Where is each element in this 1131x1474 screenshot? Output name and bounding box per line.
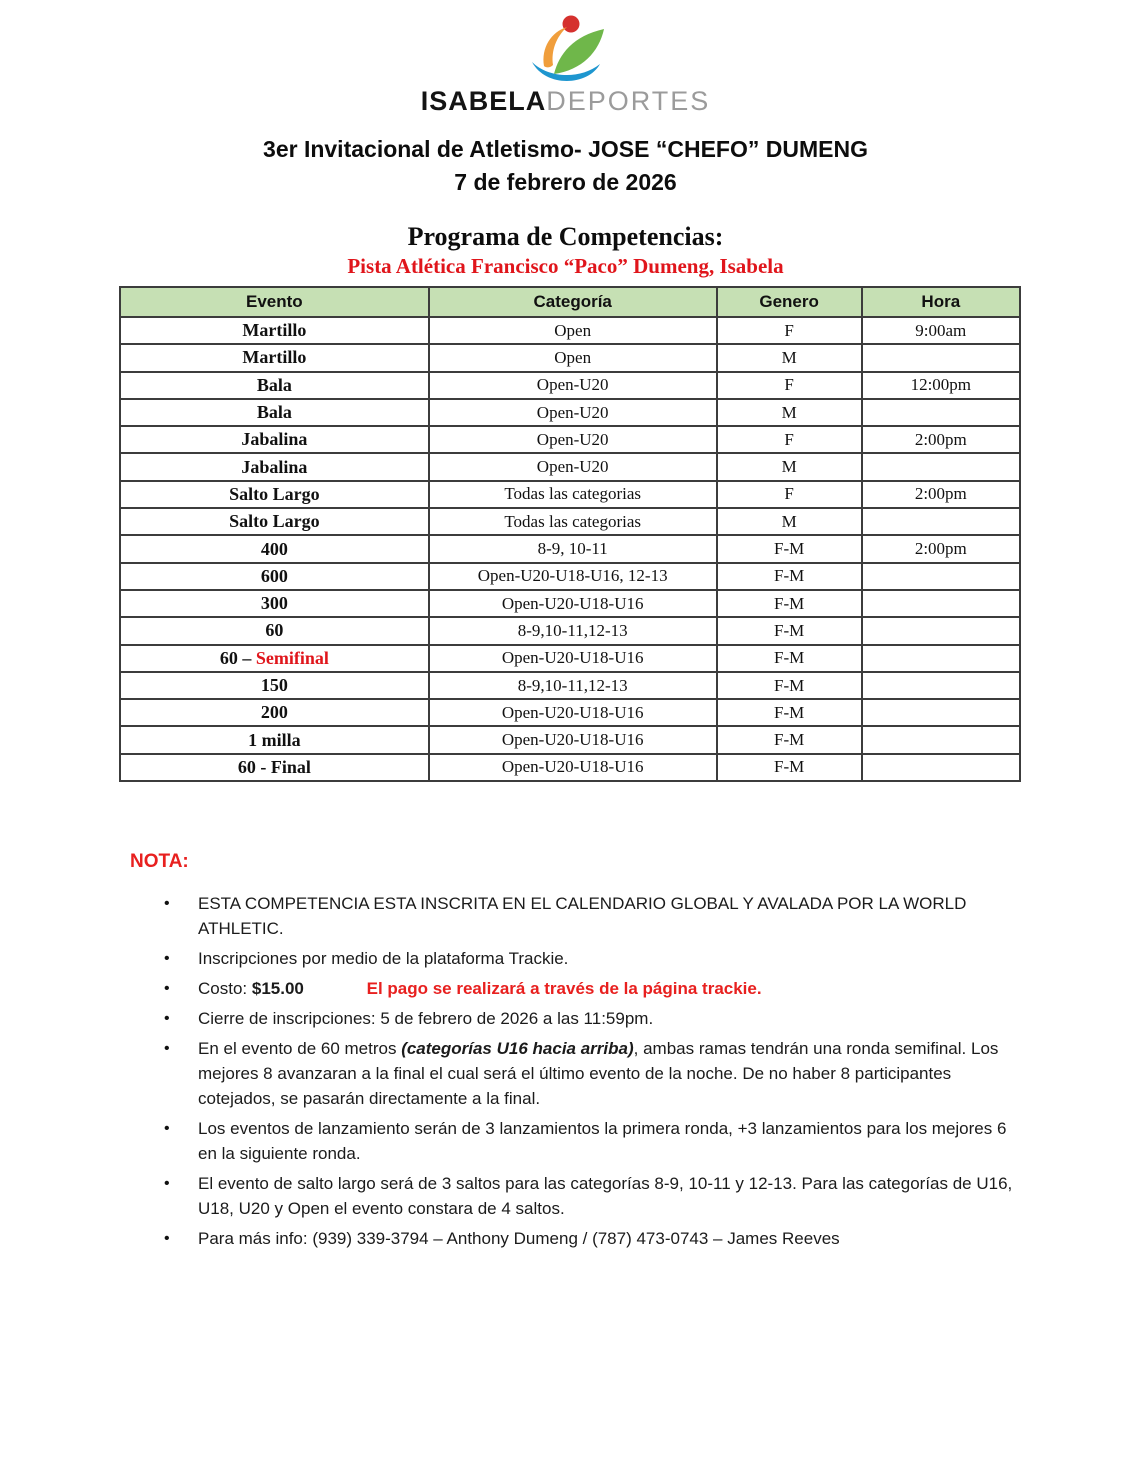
cell-hora: 2:00pm	[862, 426, 1020, 453]
cell-categoria: Open-U20-U18-U16	[429, 726, 717, 753]
cell-evento: 150	[120, 672, 429, 699]
cell-hora: 2:00pm	[862, 535, 1020, 562]
cell-evento: Martillo	[120, 344, 429, 371]
cell-hora	[862, 453, 1020, 480]
cell-genero: F-M	[717, 645, 862, 672]
cell-categoria: Open-U20-U18-U16	[429, 754, 717, 781]
cell-genero: F	[717, 426, 862, 453]
column-header-genero: Genero	[717, 287, 862, 317]
cell-categoria: Open-U20	[429, 453, 717, 480]
cell-genero: F-M	[717, 535, 862, 562]
cell-evento: 400	[120, 535, 429, 562]
program-title: Programa de Competencias:	[407, 222, 724, 251]
cell-evento: 200	[120, 699, 429, 726]
cell-categoria: Open-U20-U18-U16	[429, 699, 717, 726]
table-row	[120, 672, 1020, 699]
cost-amount: $15.00	[251, 979, 304, 998]
cell-genero: F-M	[717, 699, 862, 726]
table-row	[120, 426, 1020, 453]
figure-head	[562, 16, 579, 33]
cell-evento: Jabalina	[120, 426, 429, 453]
table-header-row	[120, 287, 1020, 317]
cell-hora	[862, 590, 1020, 617]
cell-genero: M	[717, 508, 862, 535]
cell-hora	[862, 617, 1020, 644]
athlete-figure-icon	[518, 14, 614, 86]
note-item-contact	[164, 1226, 1028, 1251]
cell-categoria: Todas las categorias	[429, 481, 717, 508]
cell-genero: M	[717, 344, 862, 371]
note-item-cost	[164, 976, 1028, 1001]
table-row	[120, 617, 1020, 644]
cell-hora	[862, 344, 1020, 371]
cell-genero: F-M	[717, 672, 862, 699]
event-title-line1: 3er Invitacional de Atletismo- JOSE “CHEFO” DUMENG	[263, 136, 868, 162]
cell-genero: F-M	[717, 563, 862, 590]
table-row	[120, 481, 1020, 508]
cell-hora	[862, 645, 1020, 672]
cell-evento: Martillo	[120, 317, 429, 344]
logo	[0, 14, 1131, 114]
cell-evento: Salto Largo	[120, 481, 429, 508]
cell-categoria: 8-9, 10-11	[429, 535, 717, 562]
table-row	[120, 754, 1020, 781]
cell-genero: F-M	[717, 617, 862, 644]
cell-genero: F	[717, 481, 862, 508]
cell-categoria: Open-U20	[429, 426, 717, 453]
cell-categoria: Open-U20	[429, 399, 717, 426]
bullet-icon: •	[164, 895, 170, 912]
note-text-emphasis: (categorías U16 hacia arriba)	[401, 1039, 634, 1058]
cell-hora: 9:00am	[862, 317, 1020, 344]
note-item-semifinal-rule	[164, 1036, 1028, 1111]
cell-hora	[862, 508, 1020, 535]
table-row	[120, 399, 1020, 426]
table-row	[120, 726, 1020, 753]
note-text: Para más info: (939) 339-3794 – Anthony Dumeng / (787) 473-0743 – James Reeves	[198, 1229, 840, 1248]
cell-genero: M	[717, 453, 862, 480]
cell-genero: F-M	[717, 754, 862, 781]
schedule-table-body	[120, 317, 1020, 781]
cell-categoria: 8-9,10-11,12-13	[429, 672, 717, 699]
table-row	[120, 645, 1020, 672]
cell-evento: 1 milla	[120, 726, 429, 753]
logo-text-isabela: ISABELA	[420, 86, 547, 116]
cell-hora	[862, 699, 1020, 726]
note-item-deadline	[164, 1006, 1028, 1031]
column-header-categoria: Categoría	[429, 287, 717, 317]
table-row	[120, 590, 1020, 617]
cell-hora	[862, 563, 1020, 590]
cell-evento: 60	[120, 617, 429, 644]
table-row	[120, 563, 1020, 590]
cell-evento: Bala	[120, 399, 429, 426]
schedule-table	[119, 286, 1021, 782]
note-item-longjump-rule	[164, 1171, 1028, 1221]
note-text: Cierre de inscripciones: 5 de febrero de 2026 a las 11:59pm.	[198, 1009, 654, 1028]
table-row	[120, 317, 1020, 344]
cell-categoria: 8-9,10-11,12-13	[429, 617, 717, 644]
table-row	[120, 508, 1020, 535]
cell-evento: 600	[120, 563, 429, 590]
column-header-evento: Evento	[120, 287, 429, 317]
note-text: El evento de salto largo será de 3 saltos para las categorías 8-9, 10-11 y 12-13. Para las categorías de U16, U18, U20 y Open el evento constara de 4 saltos.	[198, 1174, 1013, 1218]
note-item-inscriptions	[164, 946, 1028, 971]
cell-hora: 2:00pm	[862, 481, 1020, 508]
event-title	[0, 133, 1131, 199]
cell-hora: 12:00pm	[862, 372, 1020, 399]
table-row	[120, 344, 1020, 371]
note-text: , ambas ramas tendrán una ronda semifinal. Los mejores 8 avanzaran a la final el cual será el último evento de la noche. De no haber 8 participantes cotejados, se pasarán directamente a la final.	[198, 1039, 999, 1108]
cost-label: Costo:	[198, 979, 248, 998]
table-row	[120, 453, 1020, 480]
note-item-throws-rule	[164, 1116, 1028, 1166]
cell-categoria: Todas las categorias	[429, 508, 717, 535]
logo-text-deportes: DEPORTES	[546, 86, 711, 116]
cell-evento: 60 – Semifinal	[120, 645, 429, 672]
cell-genero: F	[717, 372, 862, 399]
bullet-icon: •	[164, 1230, 170, 1247]
cell-evento: Jabalina	[120, 453, 429, 480]
table-row	[120, 372, 1020, 399]
logo-wordmark	[0, 88, 1131, 114]
table-row	[120, 699, 1020, 726]
cell-evento: Bala	[120, 372, 429, 399]
bullet-icon: •	[164, 1175, 170, 1192]
cell-hora	[862, 672, 1020, 699]
cell-genero: F-M	[717, 726, 862, 753]
bullet-icon: •	[164, 1040, 170, 1057]
cell-genero: M	[717, 399, 862, 426]
cell-genero: F-M	[717, 590, 862, 617]
column-header-hora: Hora	[862, 287, 1020, 317]
cell-categoria: Open-U20-U18-U16	[429, 590, 717, 617]
cell-hora	[862, 726, 1020, 753]
cell-genero: F	[717, 317, 862, 344]
cell-hora	[862, 754, 1020, 781]
cell-categoria: Open	[429, 317, 717, 344]
notes-list	[164, 891, 1028, 1256]
cell-categoria: Open-U20	[429, 372, 717, 399]
cell-hora	[862, 399, 1020, 426]
note-item-calendar	[164, 891, 1028, 941]
payment-warning: El pago se realizará a través de la página trackie.	[366, 979, 762, 998]
cell-evento: 300	[120, 590, 429, 617]
note-text: En el evento de 60 metros	[198, 1039, 402, 1058]
event-date: 7 de febrero de 2026	[454, 169, 677, 195]
cell-evento: Salto Largo	[120, 508, 429, 535]
cell-categoria: Open-U20-U18-U16	[429, 645, 717, 672]
venue-title: Pista Atlética Francisco “Paco” Dumeng, Isabela	[347, 254, 784, 278]
table-row	[120, 535, 1020, 562]
cell-evento: 60 - Final	[120, 754, 429, 781]
nota-label: NOTA:	[130, 851, 189, 872]
note-text: Inscripciones por medio de la plataforma Trackie.	[198, 949, 569, 968]
cell-categoria: Open-U20-U18-U16, 12-13	[429, 563, 717, 590]
bullet-icon: •	[164, 980, 170, 997]
cell-categoria: Open	[429, 344, 717, 371]
bullet-icon: •	[164, 1120, 170, 1137]
note-text: ESTA COMPETENCIA ESTA INSCRITA EN EL CALENDARIO GLOBAL Y AVALADA POR LA WORLD ATHLETIC.	[198, 894, 967, 938]
bullet-icon: •	[164, 950, 170, 967]
bullet-icon: •	[164, 1010, 170, 1027]
note-text: Los eventos de lanzamiento serán de 3 lanzamientos la primera ronda, +3 lanzamientos para los mejores 6 en la siguiente ronda.	[198, 1119, 1007, 1163]
